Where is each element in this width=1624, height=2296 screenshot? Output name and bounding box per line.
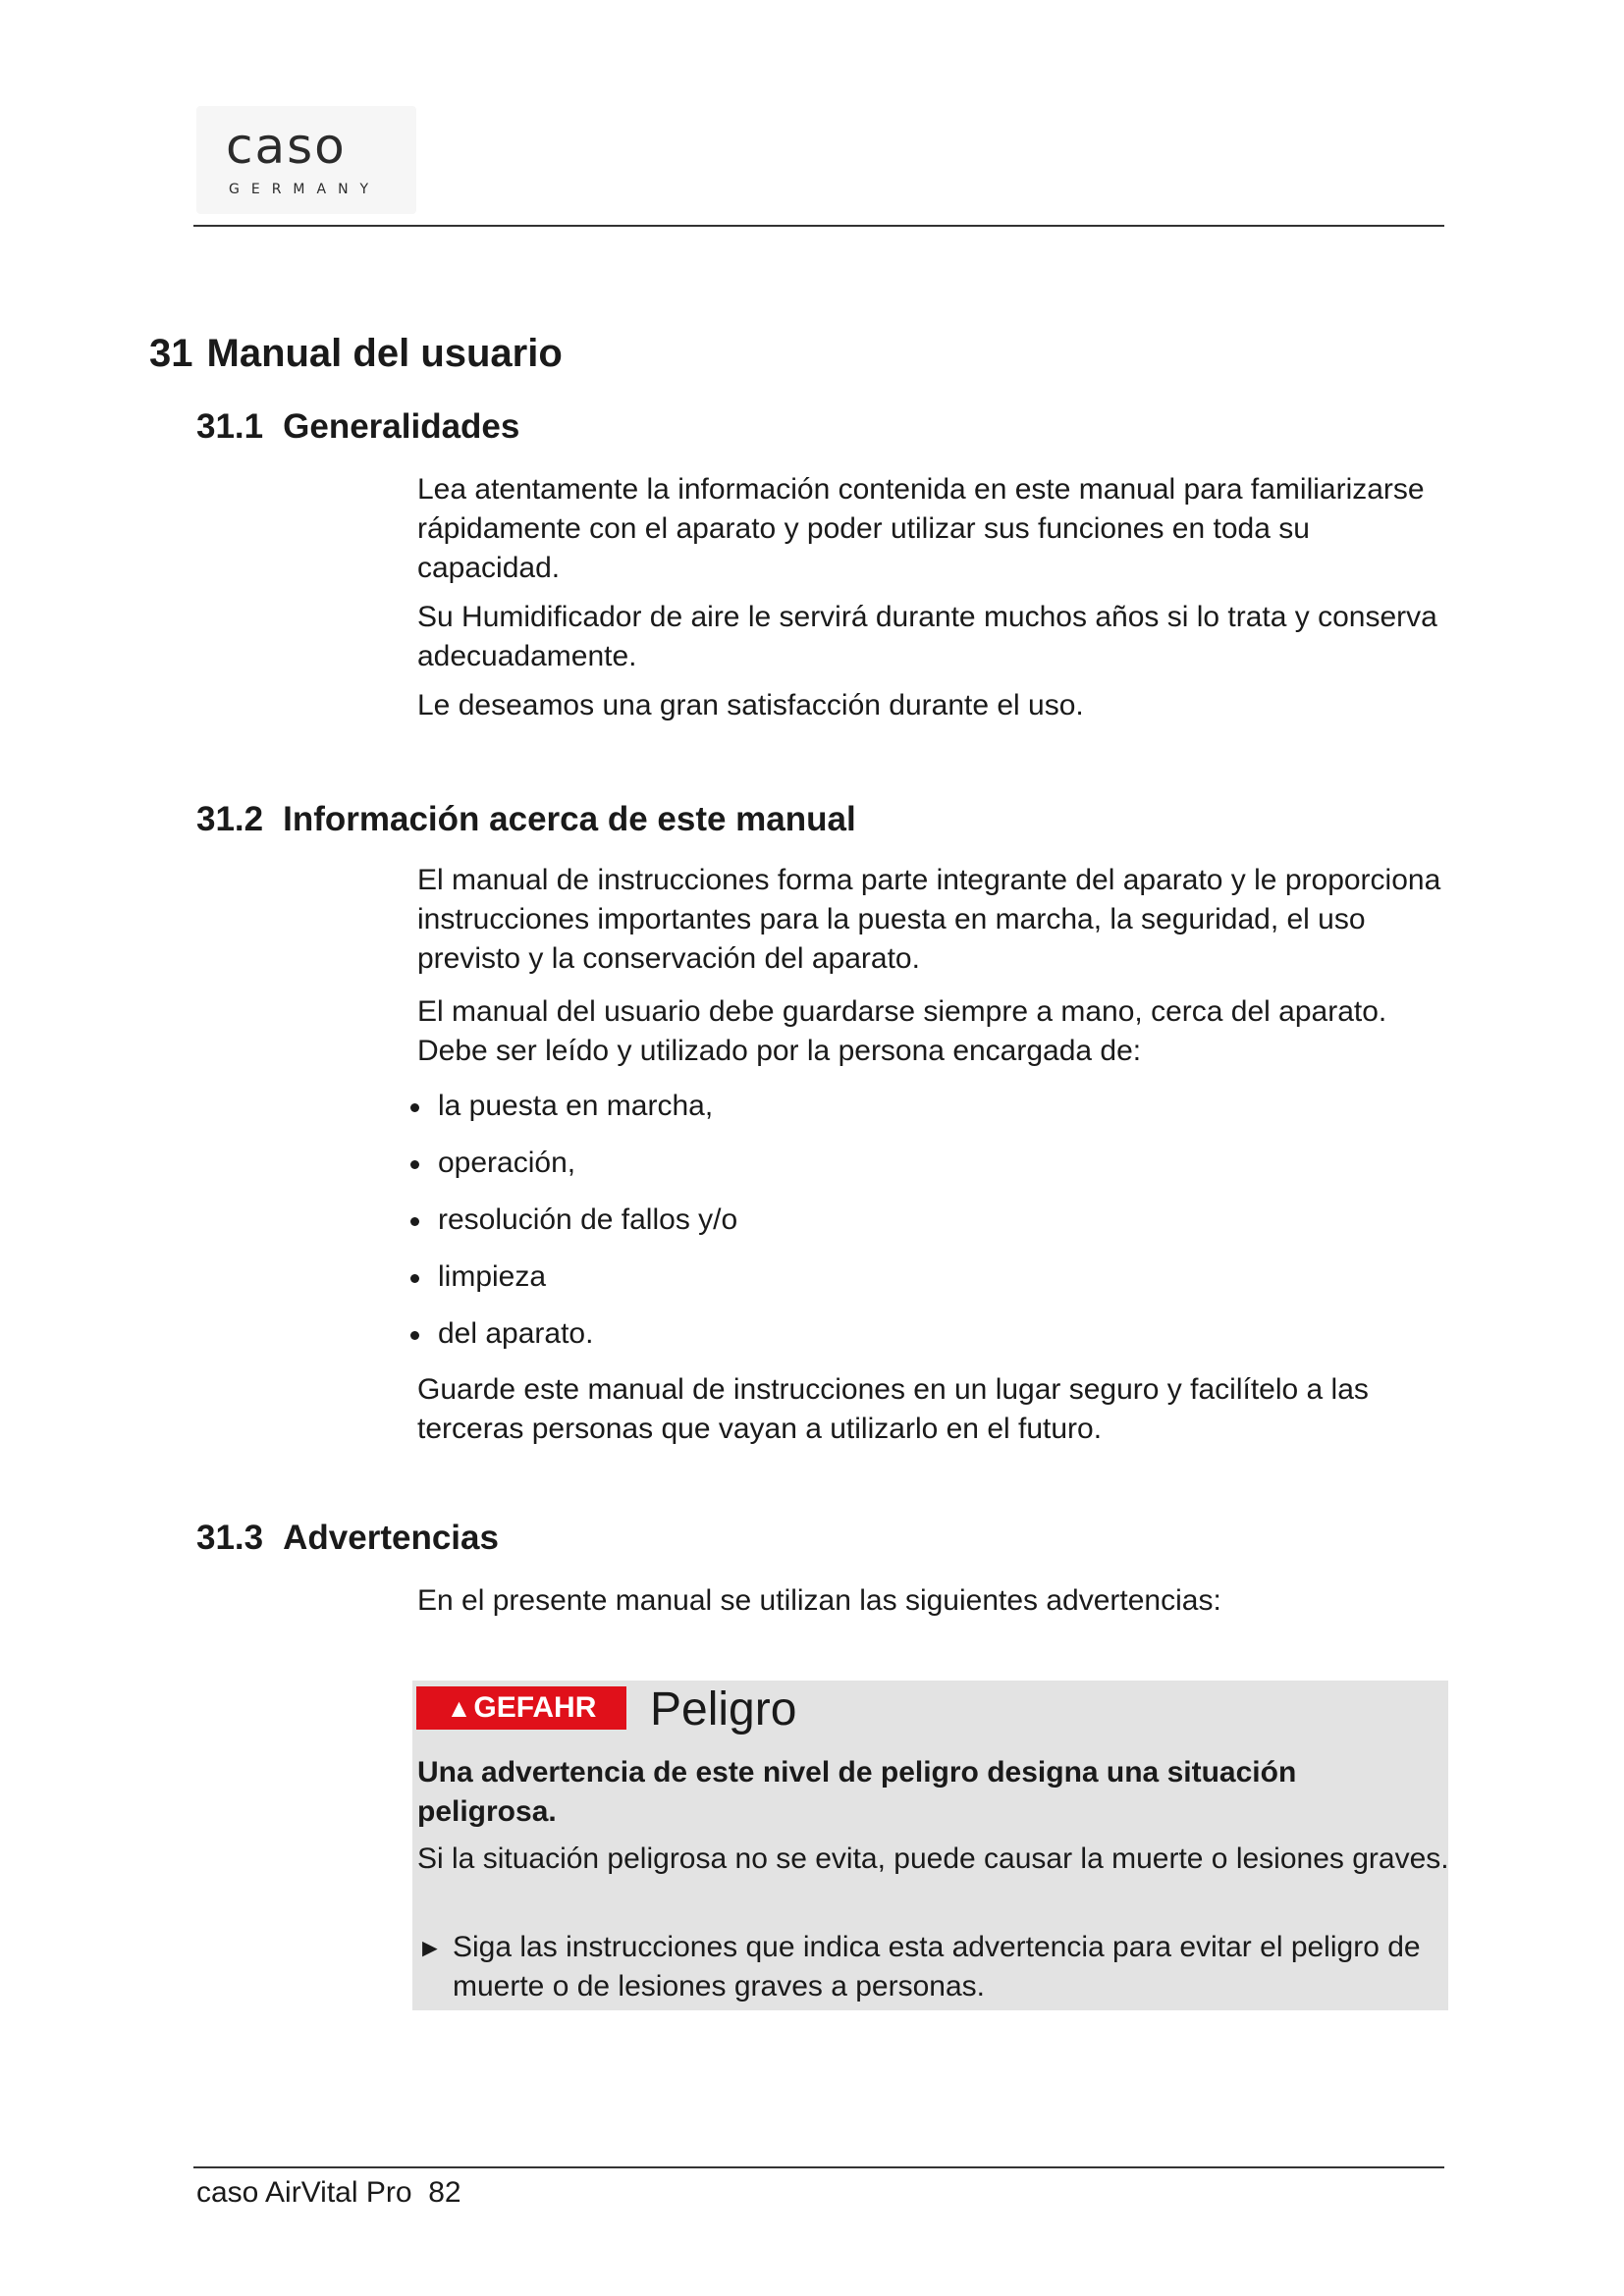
warning-definition: Una advertencia de este nivel de peligro designa una situación peligrosa. xyxy=(417,1756,1297,1828)
section-title: Generalidades xyxy=(283,407,520,446)
paragraph: Lea atentamente la información contenida en este manual para familiarizarse rápidamente con el aparato y poder utilizar sus funciones en toda su capacidad. xyxy=(417,473,1425,584)
paragraph: En el presente manual se utilizan las siguientes advertencias: xyxy=(417,1584,1221,1617)
chapter-heading xyxy=(149,332,576,376)
warning-triangle-icon: ▲ xyxy=(446,1693,472,1723)
footer xyxy=(196,2173,461,2213)
section-heading-informacion xyxy=(196,800,856,839)
responsibility-list xyxy=(407,1087,737,1371)
page-number: 82 xyxy=(428,2176,461,2209)
list-item: la puesta en marcha, xyxy=(407,1087,737,1144)
section-number: 31.1 xyxy=(196,407,264,446)
section-title: Advertencias xyxy=(283,1519,499,1557)
section-heading-advertencias xyxy=(196,1519,499,1558)
paragraph: Su Humidificador de aire le servirá durante muchos años si lo trata y conserva adecuadamente. xyxy=(417,601,1437,672)
paragraph: Le deseamos una gran satisfacción durante el uso. xyxy=(417,689,1084,721)
warning-consequence: Si la situación peligrosa no se evita, puede causar la muerte o lesiones graves. xyxy=(417,1842,1449,1875)
warning-instruction xyxy=(417,1928,1474,2006)
chapter-title: Manual del usuario xyxy=(206,332,563,375)
list-item: del aparato. xyxy=(407,1314,737,1371)
logo-subtitle: GERMANY xyxy=(229,182,381,197)
section-number: 31.2 xyxy=(196,800,264,838)
footer-divider xyxy=(193,2166,1444,2168)
warning-instruction-text: Siga las instrucciones que indica esta advertencia para evitar el peligro de muerte o de lesiones graves a personas. xyxy=(453,1931,1421,2002)
gefahr-signal-label xyxy=(416,1686,626,1730)
header-divider xyxy=(193,225,1444,227)
section-number: 31.3 xyxy=(196,1519,264,1557)
chapter-number: 31 xyxy=(149,332,193,375)
list-item: operación, xyxy=(407,1144,737,1201)
caso-logo xyxy=(196,106,416,214)
paragraph: El manual de instrucciones forma parte integrante del aparato y le proporciona instrucciones importantes para la puesta en marcha, la seguridad, el uso previsto y la conservación del aparato. xyxy=(417,864,1441,975)
arrow-right-icon: ► xyxy=(417,1933,443,1962)
signal-word: GEFAHR xyxy=(473,1691,597,1724)
section-title: Información acerca de este manual xyxy=(283,800,856,838)
paragraph: El manual del usuario debe guardarse siempre a mano, cerca del aparato. Debe ser leído y utilizado por la persona encargada de: xyxy=(417,995,1387,1067)
footer-product: caso AirVital Pro xyxy=(196,2176,412,2209)
section-heading-generalidades xyxy=(196,407,519,447)
logo-wordmark: caso xyxy=(226,118,347,175)
list-item: resolución de fallos y/o xyxy=(407,1201,737,1257)
warning-box-danger xyxy=(412,1681,1448,2010)
warning-title: Peligro xyxy=(650,1683,797,1735)
list-item: limpieza xyxy=(407,1257,737,1314)
paragraph: Guarde este manual de instrucciones en un lugar seguro y facilítelo a las terceras personas que vayan a utilizarlo en el futuro. xyxy=(417,1373,1369,1445)
